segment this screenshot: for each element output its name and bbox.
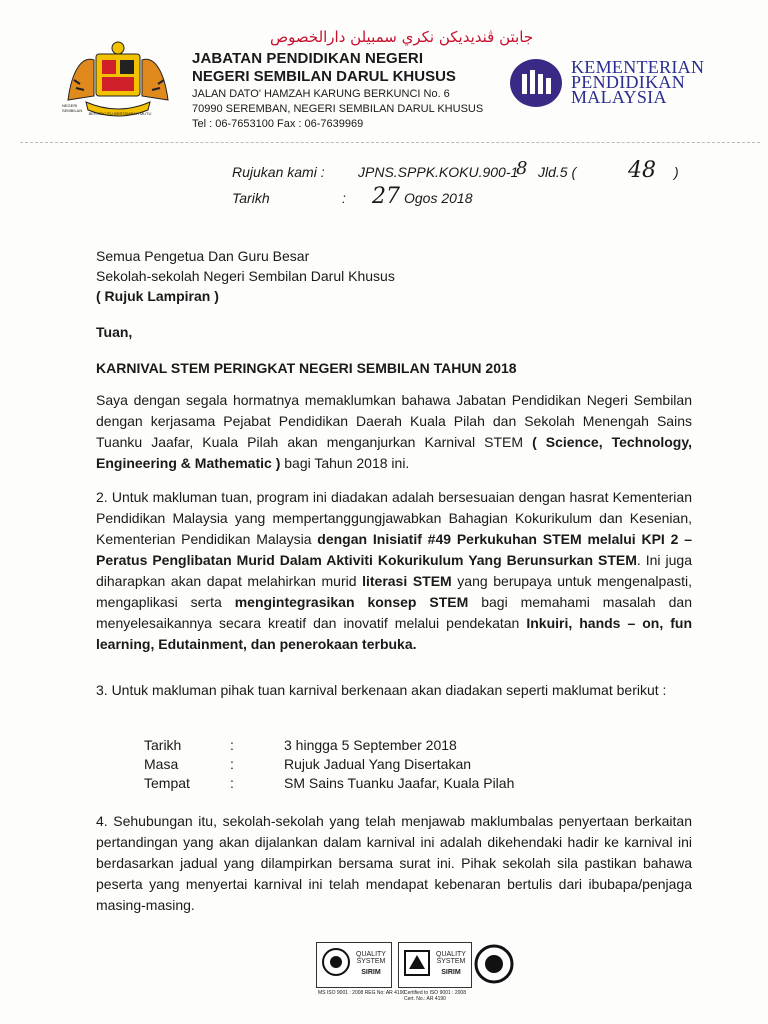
- detail-value: 3 hingga 5 September 2018: [284, 737, 457, 753]
- sirim-label: SIRIM: [361, 969, 381, 976]
- reference-handwritten-digit: 8: [516, 158, 528, 179]
- detail-value: SM Sains Tuanku Jaafar, Kuala Pilah: [284, 775, 515, 791]
- paragraph-2-text-1: 2. Untuk makluman tuan, program ini diadakan adalah bersesuaian dengan hasrat Kementerian Pendidikan Malaysia yang mempertanggungjawabkan Bahagian Kokurikulum dan Kesenian, Kementerian Pendidikan Malaysia: [96, 489, 692, 547]
- detail-value: Rujuk Jadual Yang Disertakan: [284, 756, 472, 772]
- paragraph-2-text-2: . Ini juga diharapkan akan dapat melahirkan murid: [96, 552, 692, 589]
- paragraph-1-bold: ( Science, Technology, Engineering & Mathematic ): [96, 434, 692, 471]
- certification-text-right: Certified to ISO 9001 : 2008 Cert. No.: AR 4190: [404, 990, 466, 1002]
- date-handwritten-day: 27: [372, 184, 400, 209]
- quality-system-label: QUALITY SYSTEM: [356, 951, 386, 965]
- reference-label: Rujukan kami :: [232, 164, 325, 180]
- paragraph-2-text-4: bagi memahami masalah dan menyelesaikannya secara kreatif dan inovatif melalui pendekatan: [96, 594, 692, 631]
- detail-colon: :: [230, 775, 234, 791]
- letter-subject: KARNIVAL STEM PERINGKAT NEGERI SEMBILAN TAHUN 2018: [96, 360, 517, 376]
- contact-line: Tel : 06-7653100 Fax : 06-7639969: [192, 118, 364, 130]
- crest-ribbon: NEGERI SEMBILAN: [62, 103, 83, 113]
- department-name: JABATAN PENDIDIKAN NEGERI: [192, 50, 424, 67]
- reference-handwritten-number: 48: [628, 158, 656, 183]
- paragraph-2-text-3: yang berupaya untuk mengenalpasti, mengaplikasi serta: [96, 573, 693, 610]
- detail-colon: :: [230, 756, 234, 772]
- date-colon: :: [342, 190, 346, 206]
- detail-label: Tarikh: [144, 737, 182, 753]
- recipient-line-1: Semua Pengetua Dan Guru Besar: [96, 248, 310, 264]
- detail-row: [144, 775, 514, 794]
- quality-system-mark-left: [316, 942, 392, 988]
- event-details-table: [144, 737, 514, 794]
- certification-seal-icon: [474, 944, 514, 984]
- address-line-1: JALAN DATO' HAMZAH KARUNG BERKUNCI No. 6: [192, 88, 450, 100]
- detail-label: Masa: [144, 756, 179, 772]
- paragraph-1-tail: bagi Tahun 2018 ini.: [280, 455, 410, 471]
- reference-close-paren: ): [674, 164, 679, 180]
- ministry-line-3: MALAYSIA: [571, 87, 667, 107]
- date-value: Ogos 2018: [404, 190, 473, 206]
- ministry-line-2: PENDIDIKAN: [571, 72, 685, 92]
- quality-system-mark-right: [398, 942, 472, 988]
- address-line-2: 70990 SEREMBAN, NEGERI SEMBILAN DARUL KHUSUS: [192, 103, 484, 115]
- recipient-line-2: Sekolah-sekolah Negeri Sembilan Darul Khusus: [96, 268, 395, 284]
- paragraph-2-bold-1: dengan Inisiatif #49 Perkukuhan STEM melalui KPI 2 – Peratus Penglibatan Murid Dalam Aktiviti Kokurikulum Yang Berunsurkan STEM: [96, 531, 692, 568]
- header-divider: [20, 142, 760, 143]
- paragraph-1: [96, 390, 692, 474]
- detail-label: Tempat: [144, 775, 190, 791]
- paragraph-2-bold-3: mengintegrasikan konsep STEM: [234, 594, 469, 610]
- paragraph-4: 4. Sehubungan itu, sekolah-sekolah yang telah menjawab maklumbalas penyertaan berkaitan pertandingan yang akan dijalankan dalam karnival ini adalah dikehendaki hadir ke karnival ini berdasarkan jadual yang dilampirkan bersama surat ini. Pihak sekolah sila pastikan bahawa peserta yang menyertai karnival ini telah mendapat kebenaran bertulis dari ibubapa/penjaga masing-masing.: [96, 813, 692, 913]
- ministry-line-1: KEMENTERIAN: [571, 57, 705, 77]
- crest-motto: BERSEKUTU BERTAMBAH MUTU: [88, 111, 152, 116]
- detail-row: [144, 756, 514, 775]
- recipient-line-3: ( Rujuk Lampiran ): [96, 288, 219, 304]
- paragraph-2-bold-2: literasi STEM: [362, 573, 452, 589]
- paragraph-2: [96, 487, 692, 655]
- paragraph-2-bold-4: Inkuiri, hands – on, fun learning, Edutainment, dan penerokaan terbuka.: [96, 615, 693, 652]
- reference-volume: Jld.5 (: [538, 164, 577, 180]
- paragraph-1-text: Saya dengan segala hormatnya memaklumkan bahawa Jabatan Pendidikan Negeri Sembilan dengan kerjasama Pejabat Pendidikan Daerah Kuala Pilah dan Sekolah Menengah Sains Tuanku Jaafar, Kuala Pilah akan menganjurkan Karnival STEM: [96, 392, 692, 450]
- paragraph-3: 3. Untuk makluman pihak tuan karnival berkenaan akan diadakan seperti maklumat berikut :: [96, 682, 667, 698]
- reference-number: JPNS.SPPK.KOKU.900-1: [358, 164, 519, 180]
- kpm-logo-icon: [509, 58, 563, 108]
- sirim-badge-icon: [321, 947, 351, 977]
- date-label: Tarikh: [232, 190, 270, 206]
- quality-system-label-2: QUALITY SYSTEM: [436, 951, 466, 965]
- detail-colon: :: [230, 737, 234, 753]
- iqnet-badge-icon: [403, 949, 431, 977]
- detail-row: [144, 737, 514, 756]
- arabic-department-name: جابتن ڤنديديكن نكري سمبيلن دارالخصوص: [270, 28, 534, 46]
- state-name: NEGERI SEMBILAN DARUL KHUSUS: [192, 68, 456, 85]
- certification-text-left: MS ISO 9001 : 2008 REG No: AR 4190: [318, 990, 406, 996]
- sirim-label-2: SIRIM: [441, 969, 461, 976]
- salutation: Tuan,: [96, 324, 133, 340]
